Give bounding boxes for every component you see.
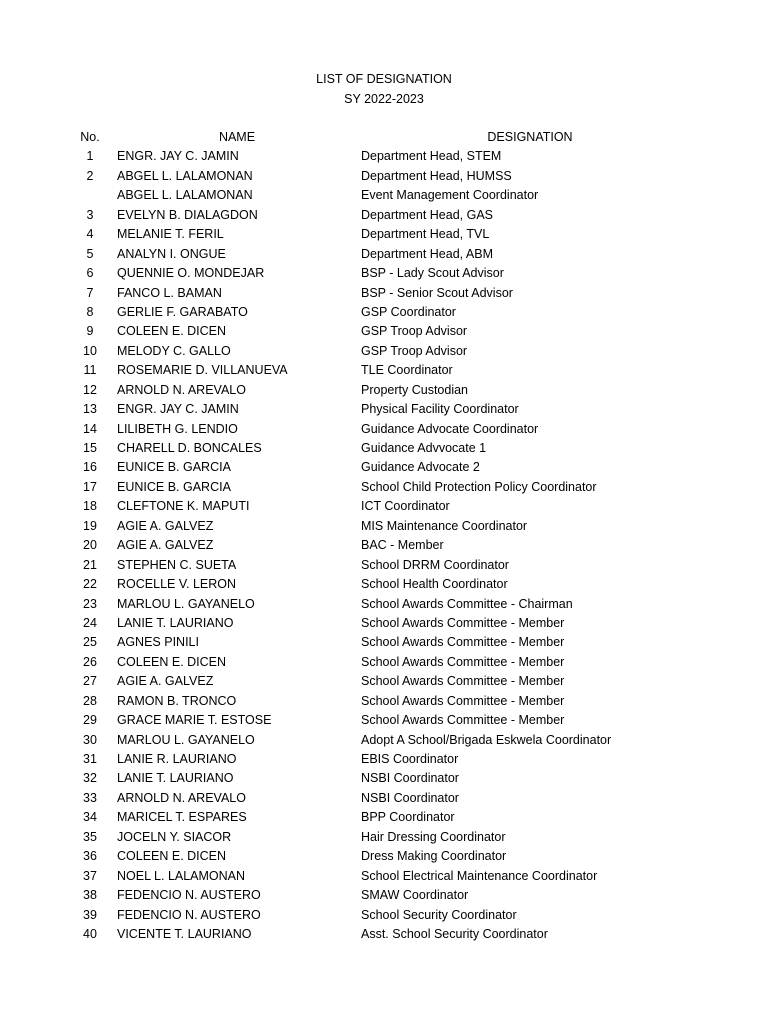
- row-designation: Hair Dressing Coordinator: [361, 829, 506, 844]
- table-row: [0, 731, 768, 750]
- row-number: 13: [83, 402, 97, 417]
- row-number: 28: [83, 693, 97, 708]
- row-designation: Asst. School Security Coordinator: [361, 926, 548, 941]
- row-name: ROCELLE V. LERON: [117, 577, 237, 592]
- row-number: 18: [83, 499, 97, 514]
- row-number: 33: [83, 790, 97, 805]
- table-row: [0, 867, 768, 886]
- row-designation: Property Custodian: [361, 382, 469, 397]
- row-number: 5: [86, 246, 94, 261]
- row-name: AGIE A. GALVEZ: [117, 518, 214, 533]
- table-row: [0, 575, 768, 594]
- row-designation: Department Head, ABM: [361, 246, 494, 261]
- row-designation: Department Head, TVL: [361, 227, 490, 242]
- row-name: ABGEL L. LALAMONAN: [117, 188, 253, 203]
- table-row: [0, 206, 768, 225]
- row-name: COLEEN E. DICEN: [117, 654, 227, 669]
- row-number: 4: [86, 227, 94, 242]
- table-row: [0, 361, 768, 380]
- table-row: [0, 672, 768, 691]
- row-name: ENGR. JAY C. JAMIN: [117, 149, 239, 164]
- table-row: [0, 517, 768, 536]
- row-name: MARLOU L. GAYANELO: [117, 596, 255, 611]
- row-name: MARICEL T. ESPARES: [117, 810, 247, 825]
- row-designation: GSP Coordinator: [361, 304, 456, 319]
- row-number: 32: [83, 771, 97, 786]
- table-row: [0, 167, 768, 186]
- row-name: GRACE MARIE T. ESTOSE: [117, 713, 272, 728]
- row-designation: Guidance Advocate 2: [361, 460, 480, 475]
- table-row: [0, 750, 768, 769]
- table-row: [0, 342, 768, 361]
- table-row: [0, 653, 768, 672]
- table-row: [0, 420, 768, 439]
- table-row: [0, 906, 768, 925]
- table-row: [0, 828, 768, 847]
- table-row: [0, 536, 768, 555]
- row-designation: GSP Troop Advisor: [361, 343, 468, 358]
- row-designation: NSBI Coordinator: [361, 790, 459, 805]
- row-number: 30: [83, 732, 97, 747]
- row-designation: Department Head, GAS: [361, 207, 494, 222]
- row-designation: School Awards Committee - Member: [361, 635, 565, 650]
- row-number: 27: [83, 674, 97, 689]
- row-designation: BSP - Senior Scout Advisor: [361, 285, 513, 300]
- row-name: ABGEL L. LALAMONAN: [117, 168, 253, 183]
- row-number: 25: [83, 635, 97, 650]
- row-designation: BPP Coordinator: [361, 810, 455, 825]
- row-number: 29: [83, 713, 97, 728]
- table-row: [0, 925, 768, 944]
- row-designation: Guidance Advocate Coordinator: [361, 421, 539, 436]
- table-row: [0, 186, 768, 205]
- row-name: FEDENCIO N. AUSTERO: [117, 888, 261, 903]
- row-name: COLEEN E. DICEN: [117, 849, 227, 864]
- row-designation: NSBI Coordinator: [361, 771, 459, 786]
- row-designation: School Awards Committee - Chairman: [361, 596, 573, 611]
- row-designation: School Health Coordinator: [361, 577, 508, 592]
- row-name: LANIE T. LAURIANO: [117, 771, 234, 786]
- row-designation: School Awards Committee - Member: [361, 654, 565, 669]
- row-number: 12: [83, 382, 97, 397]
- row-number: 20: [83, 538, 97, 553]
- row-name: NOEL L. LALAMONAN: [117, 868, 246, 883]
- row-name: CLEFTONE K. MAPUTI: [117, 499, 250, 514]
- table-row: [0, 400, 768, 419]
- row-designation: SMAW Coordinator: [361, 888, 469, 903]
- table-header-row: [0, 128, 768, 147]
- row-number: 10: [83, 343, 97, 358]
- row-number: 24: [83, 615, 97, 630]
- row-name: LANIE R. LAURIANO: [117, 752, 237, 766]
- table-row: [0, 303, 768, 322]
- row-number: 6: [86, 266, 94, 281]
- table-row: [0, 458, 768, 477]
- row-name: COLEEN E. DICEN: [117, 324, 227, 339]
- row-name: AGIE A. GALVEZ: [117, 538, 214, 553]
- row-number: 9: [86, 324, 94, 339]
- row-number: 17: [83, 479, 97, 494]
- row-name: MELODY C. GALLO: [117, 343, 231, 358]
- row-designation: TLE Coordinator: [361, 363, 453, 378]
- designation-table: [0, 128, 768, 944]
- row-designation: School Security Coordinator: [361, 907, 517, 922]
- table-row: [0, 322, 768, 341]
- row-name: LANIE T. LAURIANO: [117, 615, 234, 630]
- table-row: [0, 381, 768, 400]
- table-row: [0, 284, 768, 303]
- table-row: [0, 225, 768, 244]
- row-number: 8: [86, 304, 94, 319]
- row-name: RAMON B. TRONCO: [117, 693, 237, 708]
- row-name: JOCELN Y. SIACOR: [117, 829, 232, 844]
- row-number: 3: [86, 207, 94, 222]
- row-designation: School DRRM Coordinator: [361, 557, 509, 572]
- row-name: ROSEMARIE D. VILLANUEVA: [117, 363, 288, 378]
- column-header-no: No.: [80, 130, 100, 144]
- row-name: STEPHEN C. SUETA: [117, 557, 237, 572]
- row-designation: Adopt A School/Brigada Eskwela Coordinator: [361, 732, 612, 747]
- row-number: 26: [83, 654, 97, 669]
- row-number: 15: [83, 441, 97, 455]
- row-number: 35: [83, 829, 97, 844]
- row-number: 2: [86, 168, 94, 183]
- column-header-designation: DESIGNATION: [487, 130, 573, 144]
- school-year: SY 2022-2023: [344, 92, 424, 106]
- table-row: [0, 556, 768, 575]
- row-designation: School Electrical Maintenance Coordinator: [361, 868, 598, 883]
- row-designation: Physical Facility Coordinator: [361, 402, 519, 417]
- row-name: FANCO L. BAMAN: [117, 285, 222, 300]
- row-designation: School Awards Committee - Member: [361, 615, 565, 630]
- row-name: LILIBETH G. LENDIO: [117, 421, 238, 436]
- row-name: GERLIE F. GARABATO: [117, 304, 248, 319]
- table-row: [0, 439, 768, 458]
- row-name: QUENNIE O. MONDEJAR: [117, 266, 265, 281]
- row-number: 1: [86, 149, 94, 164]
- row-number: 39: [83, 907, 97, 922]
- row-designation: Department Head, STEM: [361, 149, 502, 164]
- row-name: ANALYN I. ONGUE: [117, 246, 226, 261]
- table-row: [0, 711, 768, 730]
- row-name: ENGR. JAY C. JAMIN: [117, 402, 239, 417]
- row-designation: Department Head, HUMSS: [361, 168, 512, 183]
- row-number: 31: [83, 752, 97, 766]
- row-number: 38: [83, 888, 97, 903]
- row-designation: Dress Making Coordinator: [361, 849, 507, 864]
- row-name: MARLOU L. GAYANELO: [117, 732, 255, 747]
- row-number: 14: [83, 421, 97, 436]
- row-number: 34: [83, 810, 97, 825]
- row-number: 37: [83, 868, 97, 883]
- row-designation: GSP Troop Advisor: [361, 324, 468, 339]
- row-name: MELANIE T. FERIL: [117, 227, 224, 242]
- row-designation: BAC - Member: [361, 538, 444, 553]
- row-name: EUNICE B. GARCIA: [117, 460, 231, 475]
- row-name: VICENTE T. LAURIANO: [117, 926, 252, 941]
- row-designation: Event Management Coordinator: [361, 188, 539, 203]
- row-number: 7: [86, 285, 94, 300]
- row-name: ARNOLD N. AREVALO: [117, 790, 246, 805]
- table-row: [0, 595, 768, 614]
- row-designation: School Awards Committee - Member: [361, 693, 565, 708]
- row-designation: MIS Maintenance Coordinator: [361, 518, 528, 533]
- row-number: 36: [83, 849, 97, 864]
- table-row: [0, 147, 768, 166]
- table-row: [0, 808, 768, 827]
- table-row: [0, 692, 768, 711]
- row-number: 40: [83, 926, 97, 941]
- row-name: EVELYN B. DIALAGDON: [117, 207, 258, 222]
- row-number: 19: [83, 518, 97, 533]
- table-row: [0, 789, 768, 808]
- row-name: EUNICE B. GARCIA: [117, 479, 231, 494]
- row-number: 22: [83, 577, 97, 592]
- table-row: [0, 633, 768, 652]
- table-row: [0, 264, 768, 283]
- row-name: FEDENCIO N. AUSTERO: [117, 907, 261, 922]
- table-body: [0, 147, 768, 944]
- table-row: [0, 478, 768, 497]
- column-header-name: NAME: [218, 130, 256, 144]
- row-designation: Guidance Advvocate 1: [361, 441, 487, 455]
- row-designation: EBIS Coordinator: [361, 752, 459, 766]
- table-row: [0, 614, 768, 633]
- row-number: 16: [83, 460, 97, 475]
- row-name: ARNOLD N. AREVALO: [117, 382, 246, 397]
- row-designation: ICT Coordinator: [361, 499, 450, 514]
- table-row: [0, 886, 768, 905]
- row-designation: BSP - Lady Scout Advisor: [361, 266, 504, 281]
- row-number: 21: [83, 557, 97, 572]
- row-number: 11: [83, 363, 97, 378]
- document-title: LIST OF DESIGNATION: [316, 72, 452, 86]
- row-designation: School Awards Committee - Member: [361, 713, 565, 728]
- table-row: [0, 769, 768, 788]
- row-designation: School Child Protection Policy Coordinator: [361, 479, 597, 494]
- table-row: [0, 497, 768, 516]
- row-number: 23: [83, 596, 97, 611]
- table-row: [0, 245, 768, 264]
- row-name: AGIE A. GALVEZ: [117, 674, 214, 689]
- row-designation: School Awards Committee - Member: [361, 674, 565, 689]
- row-name: AGNES PINILI: [117, 635, 199, 650]
- table-row: [0, 847, 768, 866]
- row-name: CHARELL D. BONCALES: [117, 441, 262, 455]
